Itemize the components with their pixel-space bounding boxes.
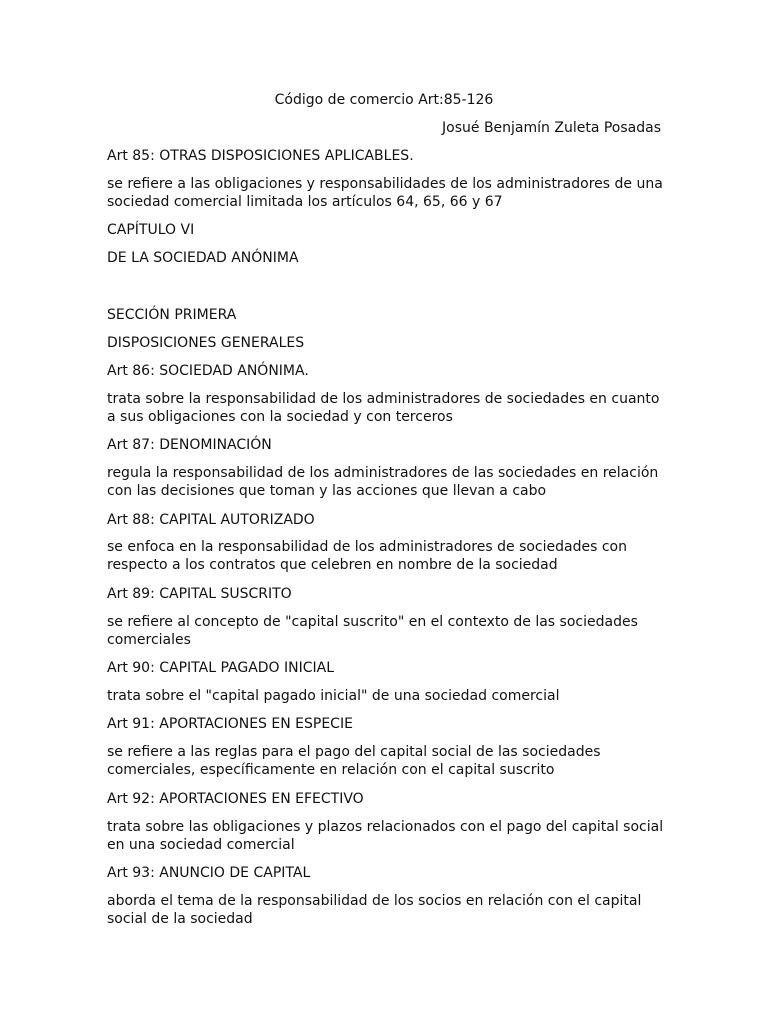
article-heading: Art 91: APORTACIONES EN ESPECIE xyxy=(107,716,353,732)
article-heading: Art 90: CAPITAL PAGADO INICIAL xyxy=(107,660,335,676)
article-description: trata sobre el "capital pagado inicial" de una sociedad comercial xyxy=(107,688,560,704)
article-description: se refiere al concepto de "capital suscrito" en el contexto de las sociedades comerciales xyxy=(107,614,638,648)
article-heading: Art 89: CAPITAL SUSCRITO xyxy=(107,586,292,602)
article-description: aborda el tema de la responsabilidad de los socios en relación con el capital social de la sociedad xyxy=(107,893,642,927)
document-author: Josué Benjamín Zuleta Posadas xyxy=(442,120,661,136)
article-description: trata sobre las obligaciones y plazos relacionados con el pago del capital social en una sociedad comercial xyxy=(107,819,664,853)
article-description: se refiere a las reglas para el pago del capital social de las sociedades comerciales, específicamente en relación con el capital suscrito xyxy=(107,744,601,778)
article-heading: Art 86: SOCIEDAD ANÓNIMA. xyxy=(107,363,309,379)
article-heading: Art 87: DENOMINACIÓN xyxy=(107,437,272,453)
article-heading: Art 85: OTRAS DISPOSICIONES APLICABLES. xyxy=(107,148,414,164)
article-description: regula la responsabilidad de los administradores de las sociedades en relación con las decisiones que toman y las acciones que llevan a cabo xyxy=(107,465,659,499)
document-title: Código de comercio Art:85-126 xyxy=(274,92,494,108)
article-description: trata sobre la responsabilidad de los administradores de sociedades en cuanto a sus obligaciones con la sociedad y con terceros xyxy=(107,391,660,425)
article-description: se enfoca en la responsabilidad de los administradores de sociedades con respecto a los contratos que celebren en nombre de la sociedad xyxy=(107,539,627,573)
article-description: se refiere a las obligaciones y responsabilidades de los administradores de una sociedad comercial limitada los artículos 64, 65, 66 y 67 xyxy=(107,176,663,210)
chapter-heading: CAPÍTULO VI xyxy=(107,222,195,238)
article-heading: Art 93: ANUNCIO DE CAPITAL xyxy=(107,865,311,881)
section-title: DISPOSICIONES GENERALES xyxy=(107,335,305,351)
chapter-title: DE LA SOCIEDAD ANÓNIMA xyxy=(107,250,299,266)
article-heading: Art 92: APORTACIONES EN EFECTIVO xyxy=(107,791,364,807)
section-heading: SECCIÓN PRIMERA xyxy=(107,307,237,323)
article-heading: Art 88: CAPITAL AUTORIZADO xyxy=(107,512,315,528)
